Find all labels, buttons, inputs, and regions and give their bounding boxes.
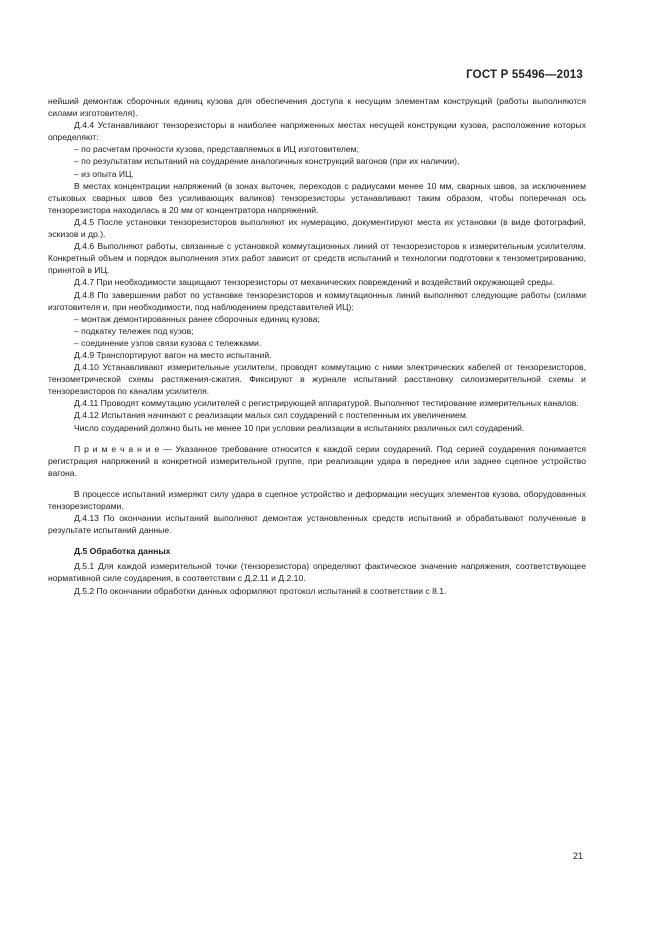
paragraph: нейший демонтаж сборочных единиц кузова для обеспечения доступа к несущим элементам конструкций (работы выполняются силами изготовителя).	[48, 96, 586, 119]
paragraph: Число соударений должно быть не менее 10 при условии реализации в испытаниях различных сил соударений.	[74, 422, 525, 433]
paragraph: В процессе испытаний измеряют силу удара в сцепное устройство и деформации несущих элементов кузова, оборудованных тензорезисторами.	[48, 488, 586, 511]
list-item: – монтаж демонтированных ранее сборочных единиц кузова;	[74, 313, 320, 324]
standard-id: ГОСТ Р 55496—2013	[466, 69, 583, 81]
list-item: – подкатку тележек под кузов;	[74, 325, 194, 336]
paragraph: Д.4.11 Проводят коммутацию усилителей с регистрирующей аппаратурой. Выполняют тестирование измерительных каналов.	[74, 398, 579, 409]
list-item: – по результатам испытаний на соударение аналогичных конструкций вагонов (при их наличии),	[74, 156, 460, 167]
paragraph: Д.4.5 После установки тензорезисторов выполняют их нумерацию, документируют места их установки (в виде фотографий, эскизов и др.).	[48, 216, 586, 240]
paragraph: Д.4.8 По завершении работ по установке тензорезисторов и коммутационных линий выполняют следующие работы (силами изготовителя и, при необходимости, под наблюдением представителей ИЦ):	[48, 289, 586, 312]
note: П р и м е ч а н и е — Указанное требование относится к каждой серии соударений. Под серией соударения понимается регистрация напряжений в конкретной измерительной группе, при реализации удара в переднее или заднее сцепное устройство вагона.	[48, 443, 586, 478]
paragraph: В местах концентрации напряжений (в зонах выточек, переходов с радиусами менее 10 мм, сварных швов, за исключением стыковых сварных швов без усиливающих валиков) тензорезисторы устанавливают таким образом, чтобы поперечная ось тензорезистора находилась в 20 мм от концентратора напряжений.	[48, 180, 586, 215]
page-number: 21	[572, 851, 583, 861]
paragraph: Д.5.1 Для каждой измерительной точки (тензорезистора) определяют фактическое значение напряжения, соответствующее нормативной силе соударения, в соответствии с Д.2.11 и Д.2.10.	[48, 561, 586, 584]
list-item: – по расчетам прочности кузова, представляемых в ИЦ изготовителем;	[74, 144, 359, 155]
section-heading: Д.5 Обработка данных	[74, 546, 171, 557]
paragraph: Д.5.2 По окончании обработки данных оформляют протокол испытаний в соответствии с 8.1.	[74, 585, 447, 596]
paragraph: Д.4.13 По окончании испытаний выполняют демонтаж установленных средств испытаний и обрабатывают полученные в результате испытаний данные.	[48, 513, 586, 536]
list-item: – соединение узлов связи кузова с тележками.	[74, 337, 262, 348]
list-item: – из опыта ИЦ.	[74, 168, 134, 179]
paragraph: Д.4.12 Испытания начинают с реализации малых сил соударений с постепенным их увеличением.	[74, 410, 469, 421]
paragraph: Д.4.7 При необходимости защищают тензорезисторы от механических повреждений и воздействий окружающей среды.	[74, 277, 555, 288]
document-body	[48, 95, 586, 597]
paragraph: Д.4.9 Транспортируют вагон на место испытаний.	[74, 349, 272, 360]
paragraph: Д.4.4 Устанавливают тензорезисторы в наиболее напряженных местах несущей конструкции кузова, расположение которых определяют:	[48, 120, 586, 143]
paragraph: Д.4.6 Выполняют работы, связанные с установкой коммутационных линий от тензорезисторов к измерительным усилителям. Конкретный объем и порядок выполнения этих работ зависит от средств испытаний и технологии подготовки к тензометрированию, принятой в ИЦ.	[48, 241, 586, 276]
paragraph: Д.4.10 Устанавливают измерительные усилители, проводят коммутацию с ними электрических кабелей от тензорезисторов, тензометрической схемы растяжения-сжатия. Фиксируют в журнале испытаний расстановку силоизмерительной схемы и тензорезисторов по каналам усилителя.	[48, 362, 586, 397]
